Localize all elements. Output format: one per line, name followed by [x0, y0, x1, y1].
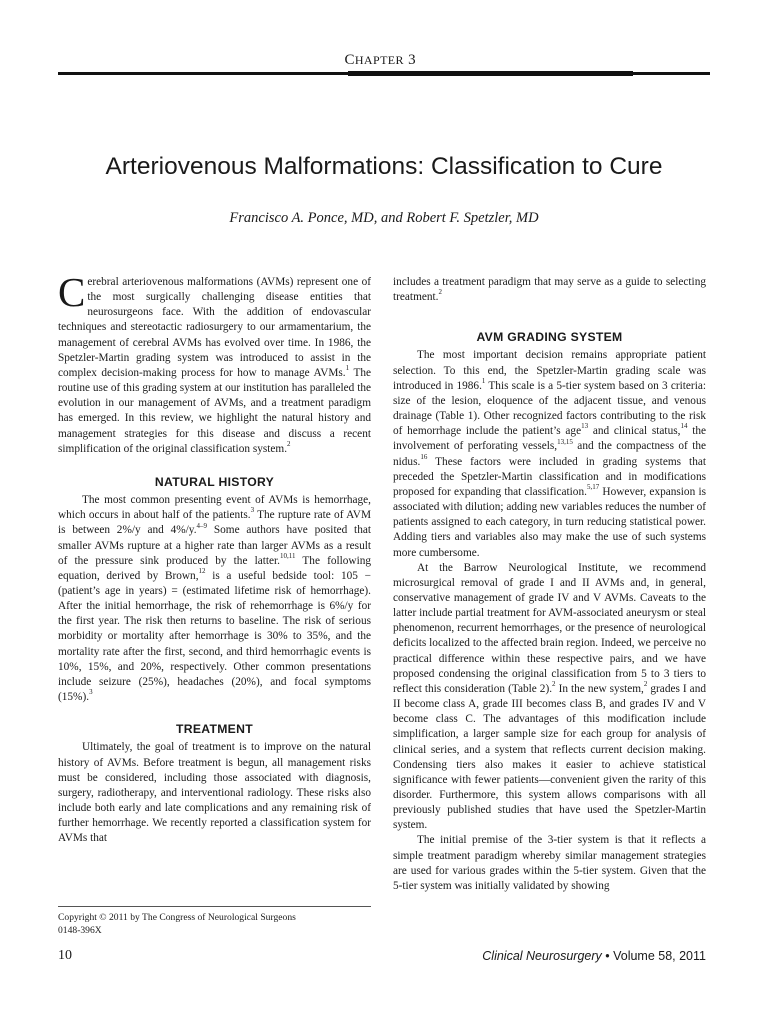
right-column: [393, 275, 706, 894]
citation: 2: [643, 680, 648, 689]
avm-text: At the Barrow Neurological Institute, we recommend microsurgical removal of grade I and II AVMs and, in general, conservative management of grade IV and V AVMs. Caveats to the latter include partial treatment for AVM-associated aneurysm or steal phenomenon, recurrent hemorrhages, or the presence of neurological deficits localized to the affected brain region. Indeed, we perceive no practical difference within these respective pairs, and we have proposed condensing the original classification from 5 to 3 tiers to reflect this consideration (Table 2).: [393, 561, 706, 695]
section-heading-natural-history: NATURAL HISTORY: [154, 474, 275, 489]
avm-grading-paragraph-1: [393, 348, 706, 560]
chapter-number: 3: [408, 52, 416, 68]
section-heading-avm-grading-system: AVM GRADING SYSTEM: [476, 330, 623, 345]
issn-line: 0148-396X: [58, 925, 102, 936]
left-column: [58, 269, 372, 846]
treatment-continued-text: includes a treatment paradigm that may serve as a guide to selecting treatment.: [393, 276, 706, 304]
nh-text: The following equation, derived by Brown,: [58, 554, 372, 582]
avm-text: and the compactness of the nidus.: [393, 440, 706, 468]
chapter-label: [344, 52, 416, 69]
intro-text-a: erebral arteriovenous malformations (AVMs) represent one of the most surgically challenging disease entities that neurosurgeons face. With the addition of endovascular techniques and stereotactic radiosurgery to our armamentarium, the management of cerebral AVMs has evolved over time. In 1986, the Spetzler-Martin grading system was introduced to assist in the complex decision-making process for how to manage AVMs.: [58, 276, 371, 379]
avm-text: grades I and II become class A, grade III becomes class B, and grades IV and V become class C. The advantages of this modification include simplification, a larger sample size for each group for analysis of clinical series, and a system that reflects current decision making. Condensing tiers also makes it easier to achieve statistical significance with fewer patients—convenient given the rarity of this disorder. Furthermore, this system allows comparisons with all previously published studies that have used the Spetzler-Martin system.: [393, 682, 706, 832]
copyright-footnote: [58, 906, 371, 937]
citation: 10,11: [280, 551, 296, 560]
nh-text: is a useful bedside tool: 105 − (patient’s age in years) = (estimated lifetime risk of hemorrhage). After the initial hemorrhage, the risk of rehemorrhage is 6%/y for the first year. The risk then returns to baseline. The risk of serious morbidity or mortality after hemorrhage is 30% to 35%, and the mortality rate after the first, second, and third hemorrhagic events is 10%, 15%, and 20%, respectively. Other common presentations include seizure (25%), headaches (20%), and focal symptoms (15%).: [58, 569, 372, 704]
section-heading-treatment: TREATMENT: [176, 722, 253, 737]
chapter-prefix: C: [344, 52, 355, 68]
chapter-word: HAPTER: [354, 53, 404, 67]
nh-text: Some authors have posited that smaller AVMs rupture at a higher rate than larger AVMs as a result of the pressure sink produced by the latter.: [58, 524, 371, 567]
treatment-paragraph: [58, 740, 371, 846]
avm-text: and clinical status,: [588, 425, 681, 438]
treatment-continued-paragraph: [393, 275, 706, 305]
journal-footer: [482, 949, 706, 963]
drop-cap: C: [58, 269, 86, 315]
journal-volume: Volume 58, 2011: [613, 949, 706, 963]
citation: 5,17: [586, 483, 600, 492]
citation: 13: [581, 422, 589, 431]
header-rule-thick-segment: [348, 71, 633, 76]
avm-text: the involvement of perforating vessels,: [393, 425, 706, 453]
citation: 2: [438, 288, 442, 297]
citation: 1: [481, 377, 486, 386]
citation: 3: [89, 688, 93, 697]
treatment-text: Ultimately, the goal of treatment is to improve on the natural history of AVMs. Before treatment is begun, all management risks must be considered, including those associated with diagnosis, surgery, radiotherapy, and interventional radiology. These risks also include both early and late complications and any remaining risk of further hemorrhage. We recently reported a classification system for AVMs that: [58, 741, 371, 845]
header-rule: [58, 72, 710, 75]
citation: 1: [345, 364, 350, 373]
article-authors: Francisco A. Ponce, MD, and Robert F. Spetzler, MD: [229, 210, 539, 226]
citation: 14: [680, 422, 688, 431]
avm-text: The initial premise of the 3-tier system is that it reflects a simple treatment paradigm whereby similar management strategies are used for various grades within the 5-tier system. Given that the 5-tier system was initially validated by showing: [393, 834, 706, 892]
natural-history-paragraph: [58, 493, 371, 705]
citation: 16: [420, 452, 428, 461]
avm-grading-paragraph-3: [393, 833, 706, 894]
citation: 2: [552, 680, 556, 689]
avm-text: However, expansion is associated with dilution; adding new variables reduces the number of patients assigned to each category, in turn reducing statistical power. Adding tiers and variables also may make the use of such systems more cumbersome.: [393, 485, 706, 559]
copyright-line: Copyright © 2011 by The Congress of Neurological Surgeons: [58, 912, 296, 923]
avm-text: In the new system,: [555, 682, 644, 695]
intro-text-b: The routine use of this grading system at our institution has paralleled the evolution in our management of AVMs, and a treatment paradigm has emerged. In this review, we highlight the natural history and management strategies for this disease and discuss a recent simplification of the original classification system.: [58, 366, 372, 455]
avm-text: The most important decision remains appropriate patient selection. To this end, the Spetzler-Martin grading scale was introduced in 1986.: [393, 349, 706, 392]
avm-text: These factors were included in grading systems that preceded the Spetzler-Martin classification and in modifications proposed for expanding that classification.: [393, 455, 706, 498]
intro-paragraph: [58, 269, 372, 457]
citation: 2: [287, 439, 291, 448]
journal-name: Clinical Neurosurgery: [482, 949, 602, 963]
page-number: 10: [58, 948, 72, 963]
citation: 4–9: [196, 521, 208, 530]
citation: 13,15: [557, 437, 573, 446]
avm-text: This scale is a 5-tier system based on 3 criteria: size of the lesion, eloquence of the adjacent tissue, and venous drainage (Table 1). Other recognized factors contributing to the risk of hemorrhage include the patient’s age: [393, 379, 706, 438]
footer-separator: •: [601, 949, 614, 963]
nh-text: The most common presenting event of AVMs is hemorrhage, which occurs in about half of the patients.: [58, 494, 371, 522]
nh-text: The rupture rate of AVM is between 2%/y and 4%/y.: [58, 509, 372, 537]
citation: 12: [198, 567, 206, 576]
avm-grading-paragraph-2: [393, 561, 706, 834]
citation: 3: [250, 506, 255, 515]
article-title: Arteriovenous Malformations: Classification to Cure: [105, 153, 663, 180]
